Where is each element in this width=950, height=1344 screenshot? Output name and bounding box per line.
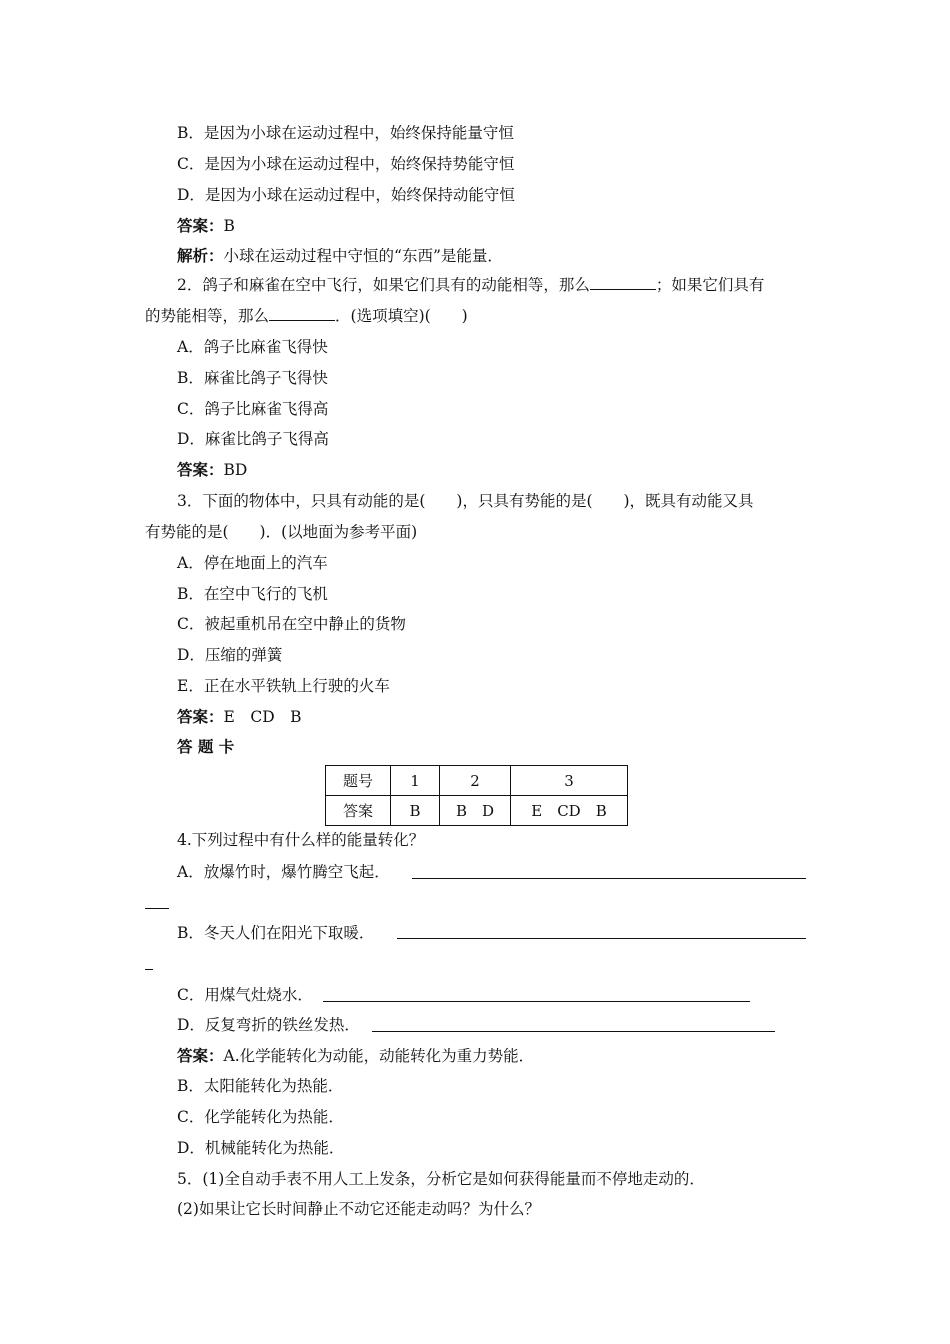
q3-option-d: D．压缩的弹簧 xyxy=(177,646,283,664)
table-cell: 3 xyxy=(511,766,628,796)
answer-line xyxy=(397,938,806,939)
q2-answer xyxy=(177,460,247,480)
q5-part1: 5．(1)全自动手表不用人工上发条，分析它是如何获得能量而不停地走动的． xyxy=(177,1170,705,1188)
q2-option-d: D．麻雀比鸽子飞得高 xyxy=(177,430,329,448)
answer-card-table xyxy=(325,765,628,826)
q2-blank-2 xyxy=(269,306,335,321)
answer-line xyxy=(412,878,806,879)
q3-option-e: E．正在水平铁轨上行驶的火车 xyxy=(177,677,390,695)
table-cell: 1 xyxy=(391,766,440,796)
q2-text-b: ；如果它们具有 xyxy=(655,276,765,294)
answer-card-title: 答 题 卡 xyxy=(177,737,235,756)
answer-line xyxy=(372,1031,775,1032)
q3-option-b: B．在空中飞行的飞机 xyxy=(177,585,328,603)
answer-line xyxy=(145,969,153,970)
q4-item-b: B．冬天人们在阳光下取暖． xyxy=(177,924,375,942)
answer-line xyxy=(323,1001,750,1002)
table-row xyxy=(326,796,628,826)
table-cell: E CD B xyxy=(511,796,628,826)
analysis-label: 解析： xyxy=(177,246,224,265)
q2-text-c: 的势能相等，那么 xyxy=(145,307,270,325)
answer-label: 答案： xyxy=(177,460,224,479)
q1-analysis xyxy=(177,246,503,266)
q2-option-a: A．鸽子比麻雀飞得快 xyxy=(177,338,328,356)
q3-option-c: C．被起重机吊在空中静止的货物 xyxy=(177,615,406,633)
q4-item-c: C．用煤气灶烧水． xyxy=(177,986,313,1004)
table-row xyxy=(326,766,628,796)
q3-option-a: A．停在地面上的汽车 xyxy=(177,554,328,572)
q4-item-d: D．反复弯折的铁丝发热． xyxy=(177,1016,360,1034)
answer-label: 答案： xyxy=(177,1046,224,1065)
answer-value: E CD B xyxy=(223,708,302,726)
q3-stem-line2: 有势能的是( )．(以地面为参考平面) xyxy=(145,523,418,541)
table-cell: 答案 xyxy=(326,796,391,826)
answer-label: 答案： xyxy=(177,707,224,726)
answer-line xyxy=(145,908,169,909)
q4-title: 4.下列过程中有什么样的能量转化？ xyxy=(177,831,425,849)
answer-label: 答案： xyxy=(177,216,224,235)
q4-item-a: A．放爆竹时，爆竹腾空飞起． xyxy=(177,863,390,881)
q2-text-d: ．(选项填空)( ) xyxy=(335,307,468,325)
q1-option-b: B．是因为小球在运动过程中，始终保持能量守恒 xyxy=(177,124,514,142)
analysis-text: 小球在运动过程中守恒的“东西”是能量． xyxy=(223,247,503,265)
answer-value: BD xyxy=(223,461,248,479)
table-cell: 题号 xyxy=(326,766,391,796)
q2-blank-1 xyxy=(590,275,656,290)
table-cell: B D xyxy=(440,796,511,826)
q2-text-a: 2．鸽子和麻雀在空中飞行，如果它们具有的动能相等，那么 xyxy=(177,276,590,294)
q4-answer-d: D．机械能转化为热能． xyxy=(177,1139,345,1157)
q5-part2: (2)如果让它长时间静止不动它还能走动吗？为什么？ xyxy=(177,1200,540,1218)
q1-option-d: D．是因为小球在运动过程中，始终保持动能守恒 xyxy=(177,186,515,204)
q2-option-b: B．麻雀比鸽子飞得快 xyxy=(177,369,328,387)
q4-answer-b: B．太阳能转化为热能． xyxy=(177,1077,344,1095)
q1-answer xyxy=(177,216,235,236)
answer-value: A.化学能转化为动能，动能转化为重力势能． xyxy=(223,1047,535,1065)
q2-stem-line2 xyxy=(145,306,468,326)
q3-stem-line1: 3．下面的物体中，只具有动能的是( )，只具有势能的是( )，既具有动能又具 xyxy=(177,492,754,510)
q4-answer xyxy=(177,1046,534,1066)
table-cell: 2 xyxy=(440,766,511,796)
answer-value: B xyxy=(223,217,235,235)
q4-answer-c: C．化学能转化为热能． xyxy=(177,1108,344,1126)
q1-option-c: C．是因为小球在运动过程中，始终保持势能守恒 xyxy=(177,155,515,173)
table-cell: B xyxy=(391,796,440,826)
q2-option-c: C．鸽子比麻雀飞得高 xyxy=(177,400,329,418)
q3-answer xyxy=(177,707,302,727)
q2-stem-line1 xyxy=(177,275,764,295)
